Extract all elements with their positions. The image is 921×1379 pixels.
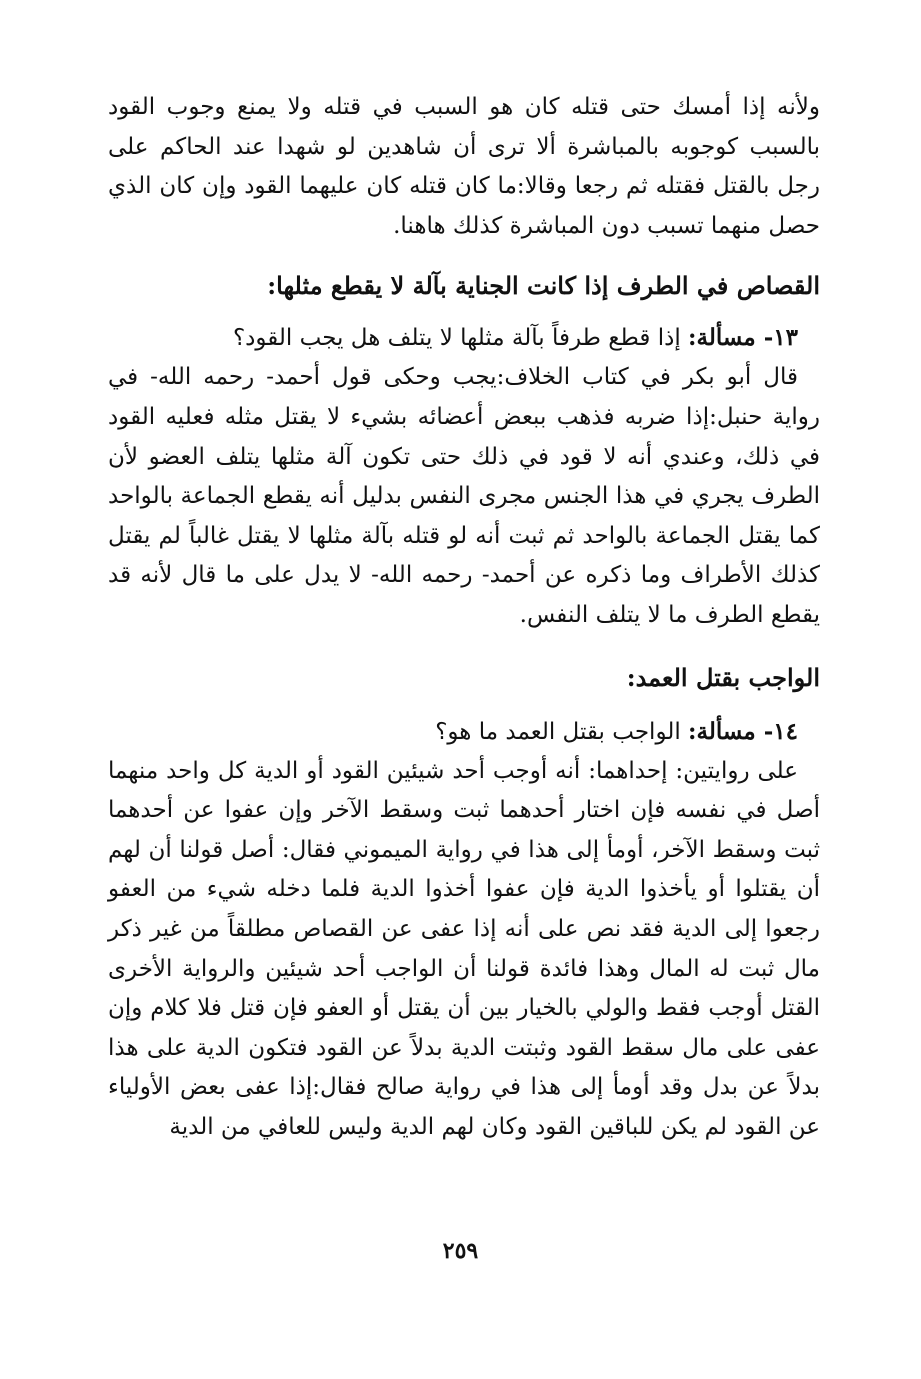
section-heading-wajib-qatl-amd: الواجب بقتل العمد: [626,662,820,692]
page-body [108,88,820,1147]
page-number: ٢٥٩ [442,1238,479,1264]
issue-14-label: ١٤- مسألة: [688,717,798,745]
issue-14 [108,712,820,752]
issue-13-label: ١٣- مسألة: [688,324,798,352]
section-heading-qisas-limb: القصاص في الطرف إذا كانت الجناية بآلة لا يقطع مثلها: [267,271,820,301]
paragraph-abu-bakr: قال أبو بكر في كتاب الخلاف:يجب وحكى قول أحمد- رحمه الله- في رواية حنبل:إذا ضربه فذهب ببعض أعضائه بشيء لا يقتل مثله فعليه القود في ذلك، وعندي أنه لا قود في ذلك حتى تكون آلة مثلها يتلف العضو لأن الطرف يجري في هذا الجنس مجرى النفس بدليل أنه يقطع الجماعة بالواحد كما يقتل الجماعة بالواحد ثم ثبت أنه لو قتله بآلة مثلها لا يقتل غالباً لم يقتل كذلك الأطراف وما ذكره عن أحمد- رحمه الله- لا يدل على ما قال لأنه قد يقطع الطرف ما لا يتلف النفس. [108,364,820,628]
issue-14-text: الواجب بقتل العمد ما هو؟ [435,718,681,745]
paragraph-two-narrations: على روايتين: إحداهما: أنه أوجب أحد شيئين القود أو الدية كل واحد منهما أصل في نفسه فإن اختار أحدهما ثبت وسقط الآخر وإن عفوا عن أحدهما ثبت وسقط الآخر، أومأ إلى هذا في رواية الميموني فقال: أصل قولنا أن لهم أن يقتلوا أو يأخذوا الدية فإن عفوا أخذوا الدية فلما دخله شيء من العفو رجعوا إلى الدية فقد نص على أنه إذا عفى عن القصاص مطلقاً من غير ذكر مال ثبت له المال وهذا فائدة قولنا أن الواجب أحد شيئين والرواية الأخرى القتل أوجب فقط والولي بالخيار بين أن يقتل أو العفو فإن قتل فلا كلام وإن عفى على مال سقط القود وثبتت الدية بدلاً عن القود فتكون الدية على هذا بدلاً عن بدل وقد أومأ إلى هذا في رواية صالح فقال:إذا عفى بعض الأولياء عن القود لم يكن للباقين القود وكان لهم الدية وليس للعافي من الدية [108,757,820,1140]
issue-13 [108,318,820,358]
paragraph-intro: ولأنه إذا أمسك حتى قتله كان هو السبب في قتله ولا يمنع وجوب القود بالسبب كوجوبه بالمباشرة ألا ترى أن شاهدين لو شهدا عند الحاكم على رجل بالقتل فقتله ثم رجعا وقالا:ما كان قتله كان عليهما القود وإن كان الذي حصل منهما تسبب دون المباشرة كذلك هاهنا. [108,94,820,239]
issue-13-text: إذا قطع طرفاً بآلة مثلها لا يتلف هل يجب القود؟ [232,325,681,352]
